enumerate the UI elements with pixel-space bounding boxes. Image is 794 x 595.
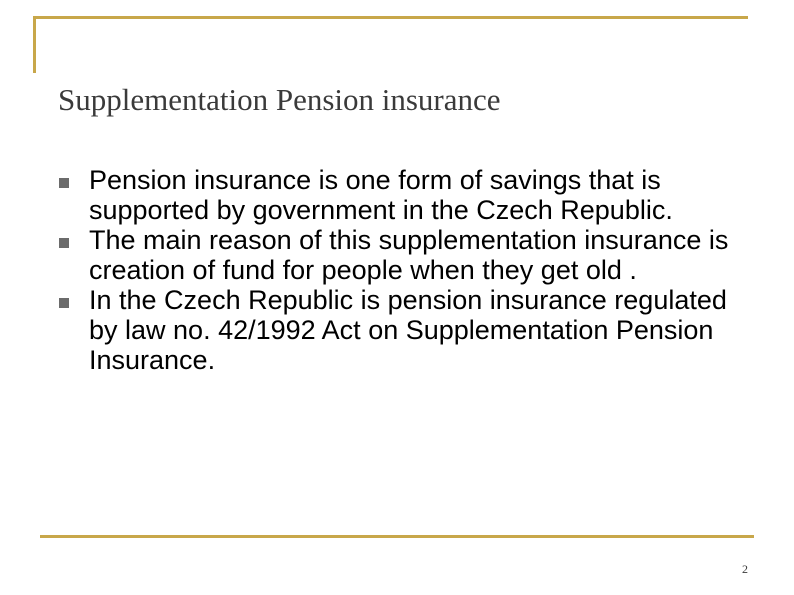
square-bullet-icon: [59, 298, 69, 308]
bullet-item: [57, 225, 747, 285]
bullet-text: The main reason of this supplementation insurance is creation of fund for people when they get old .: [89, 225, 729, 285]
bullet-list: [57, 165, 747, 375]
slide-title: Supplementation Pension insurance: [58, 82, 501, 117]
top-accent-line: [33, 16, 748, 19]
bullet-item: [57, 165, 747, 225]
page-number: 2: [742, 562, 748, 576]
bottom-accent-line: [40, 535, 754, 538]
bullet-text: In the Czech Republic is pension insurance regulated by law no. 42/1992 Act on Supplementation Pension Insurance.: [89, 285, 727, 375]
square-bullet-icon: [59, 238, 69, 248]
bullet-text: Pension insurance is one form of savings that is supported by government in the Czech Republic.: [89, 165, 673, 225]
left-accent-line: [33, 16, 36, 73]
square-bullet-icon: [59, 178, 69, 188]
bullet-item: [57, 285, 747, 375]
